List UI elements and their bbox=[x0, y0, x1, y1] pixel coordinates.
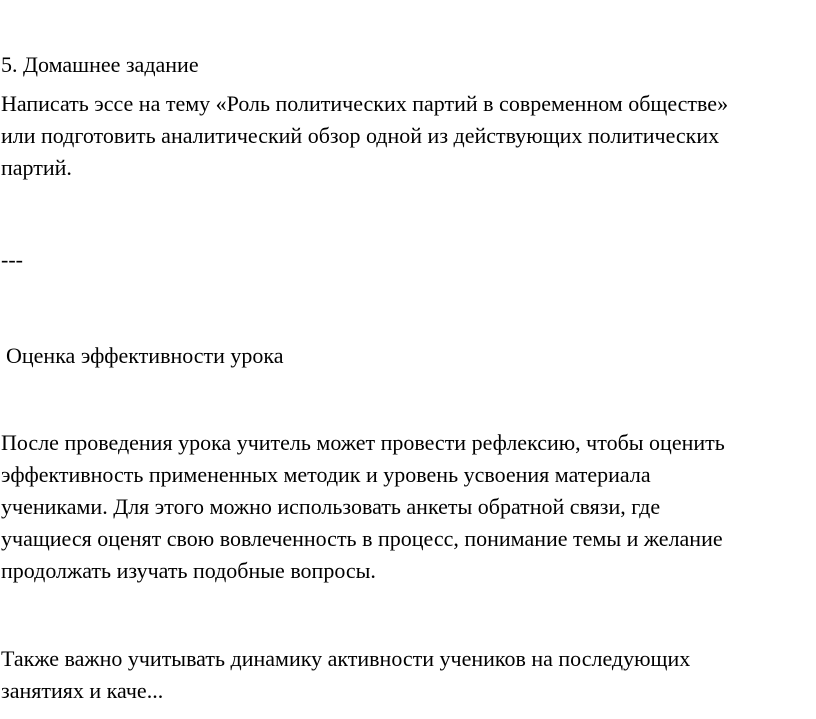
paragraph1-line-3: учениками. Для этого можно использовать анкеты обратной связи, где bbox=[1, 494, 661, 519]
paragraph1-line-2: эффективность примененных методик и уровень усвоения материала bbox=[1, 462, 651, 487]
section-heading: 5. Домашнее задание bbox=[1, 52, 199, 77]
separator: --- bbox=[1, 247, 23, 272]
homework-line-2: или подготовить аналитический обзор одной из действующих политических bbox=[1, 123, 720, 148]
evaluation-heading: Оценка эффективности урока bbox=[6, 343, 284, 368]
paragraph1-line-4: учащиеся оценят свою вовлеченность в процесс, понимание темы и желание bbox=[1, 526, 723, 551]
homework-line-3: партий. bbox=[1, 155, 72, 180]
paragraph2-line-1: Также важно учитывать динамику активности учеников на последующих bbox=[1, 646, 691, 671]
paragraph1-line-5: продолжать изучать подобные вопросы. bbox=[1, 558, 376, 583]
paragraph2-line-2: занятиях и каче... bbox=[1, 678, 164, 703]
paragraph1-line-1: После проведения урока учитель может провести рефлексию, чтобы оценить bbox=[1, 430, 725, 455]
homework-line-1: Написать эссе на тему «Роль политических партий в современном обществе» bbox=[1, 91, 729, 116]
